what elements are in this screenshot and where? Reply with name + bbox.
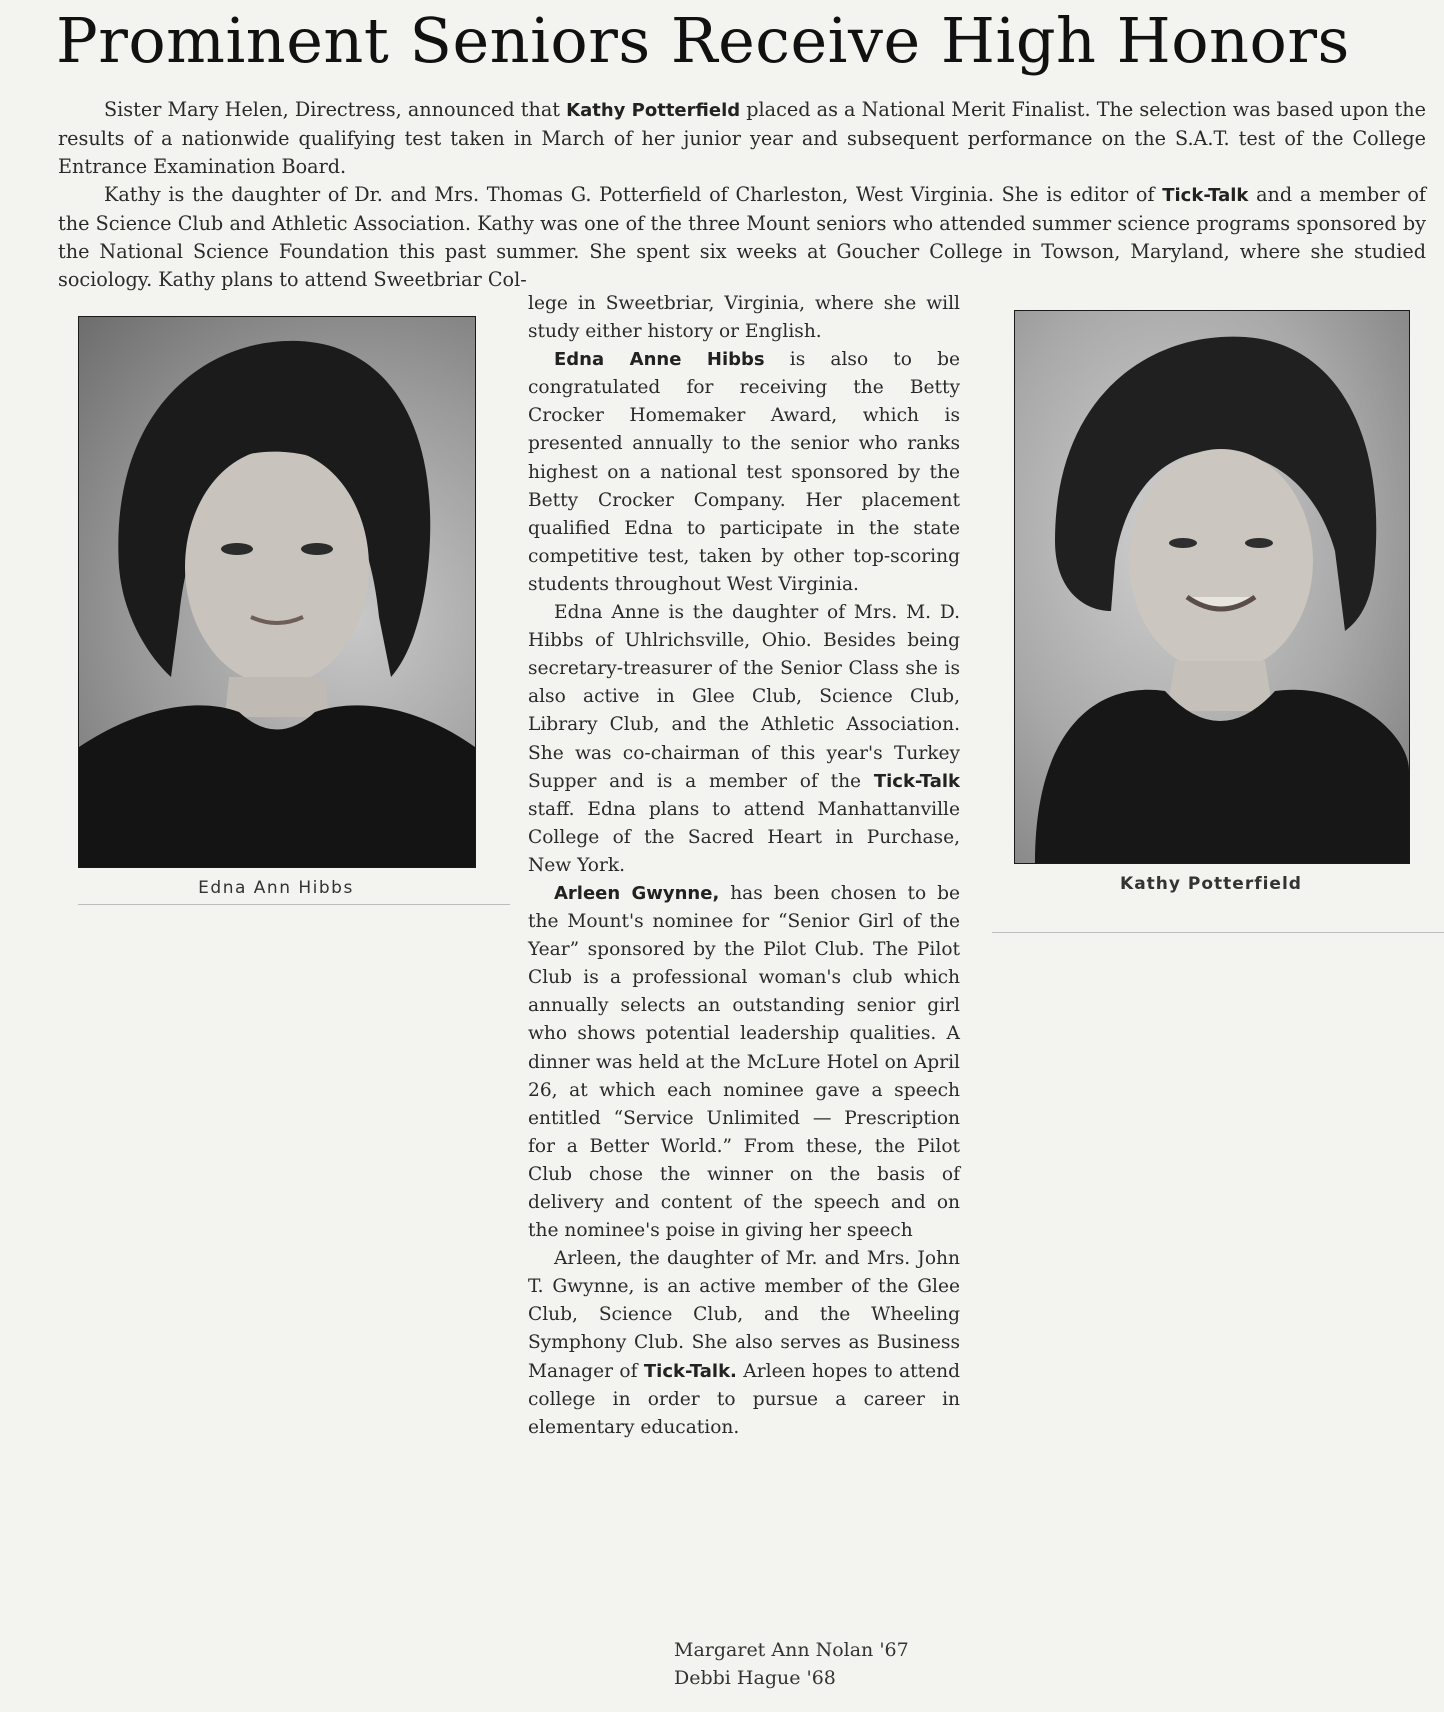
name-kathy-potterfield: Kathy Potterfield: [566, 100, 741, 121]
byline: [674, 1636, 974, 1692]
text-run: Sister Mary Helen, Directress, announced that: [104, 98, 567, 121]
text-run: is also to be congratulated for receiving the Betty Crocker Homemaker Award, which is presented annually to the senior who ranks highest on a national test sponsored by the Betty Crocker Company. Her placement qualified Edna to participate in the state competitive test, taken by other top-scoring students throughout West Virginia.: [528, 349, 960, 595]
edna-paragraph-1: [528, 346, 960, 599]
portrait-figure: [1015, 311, 1409, 863]
caption-divider: [992, 932, 1444, 933]
tick-talk-name: Tick-Talk.: [643, 1360, 737, 1382]
text-run: Arleen hopes to attend college in order to pursue a career in elementary education.: [528, 1360, 960, 1438]
continued-paragraph: lege in Sweetbriar, Virginia, where she will study either history or English.: [528, 293, 960, 343]
name-arleen-gwynne: Arleen Gwynne,: [554, 882, 720, 904]
text-run: placed as a National Merit Finalist. The selection was based upon the results of a nationwide qualifying test taken in March of her junior year and subsequent performance on the S.A.T. test of the College Entrance Examination Board.: [58, 98, 1426, 178]
text-run: has been chosen to be the Mount's nominee for “Senior Girl of the Year” sponsored by the Pilot Club. The Pilot Club is a professional woman's club which annually selects an outstanding senior girl who shows potential leadership qualities. A dinner was held at the McLure Hotel on April 26, at which each nominee gave a speech entitled “Service Unlimited — Prescription for a Better World.” From these, the Pilot Club chose the winner on the basis of delivery and content of the speech and on the nominee's poise in giving her speech: [528, 882, 961, 1242]
author-name: Margaret Ann Nolan '67: [674, 1639, 909, 1661]
intro-paragraph-1: [58, 96, 1426, 181]
portrait-figure: [79, 317, 475, 867]
caption-kathy-potterfield: Kathy Potterfield: [1120, 874, 1302, 894]
author-name: Debbi Hague '68: [674, 1667, 836, 1689]
name-edna-hibbs: Edna Anne Hibbs: [554, 349, 765, 371]
tick-talk-name: Tick-Talk: [1162, 185, 1249, 206]
intro-text: [58, 96, 1426, 294]
portrait-kathy-potterfield: [1014, 310, 1410, 864]
tick-talk-name: Tick-Talk: [873, 770, 960, 792]
text-run: and a member of the Science Club and Athletic Association. Kathy was one of the three Mount seniors who attended summer science programs sponsored by the National Science Foundation this past summer. She spent six weeks at Goucher College in Towson, Maryland, where she studied sociology. Kathy plans to attend Sweetbriar Col-: [58, 183, 1426, 291]
text-run: Kathy is the daughter of Dr. and Mrs. Thomas G. Potterfield of Charleston, West Virginia. She is editor of: [104, 183, 1163, 206]
portrait-edna-hibbs: [78, 316, 476, 868]
arleen-paragraph-2: [528, 1245, 960, 1442]
caption-divider: [78, 904, 510, 905]
page-title: Prominent Seniors Receive High Honors: [56, 4, 1350, 77]
intro-paragraph-2: [58, 181, 1426, 294]
text-run: Edna Anne is the daughter of Mrs. M. D. Hibbs of Uhlrichsville, Ohio. Besides being secretary-treasurer of the Senior Class she is also active in Glee Club, Science Club, Library Club, and the Athletic Association. She was co-chairman of this year's Turkey Supper and is a member of the: [528, 602, 960, 792]
article-column: [528, 290, 960, 1442]
text-run: Arleen, the daughter of Mr. and Mrs. John T. Gwynne, is an active member of the Glee Club, Science Club, and the Wheeling Symphony Club. She also serves as Business Manager of: [528, 1248, 960, 1382]
edna-paragraph-2: [528, 599, 960, 880]
arleen-paragraph-1: [528, 880, 960, 1245]
text-run: staff. Edna plans to attend Manhattanville College of the Sacred Heart in Purchase, New York.: [528, 798, 960, 876]
caption-edna-hibbs: Edna Ann Hibbs: [198, 878, 354, 898]
